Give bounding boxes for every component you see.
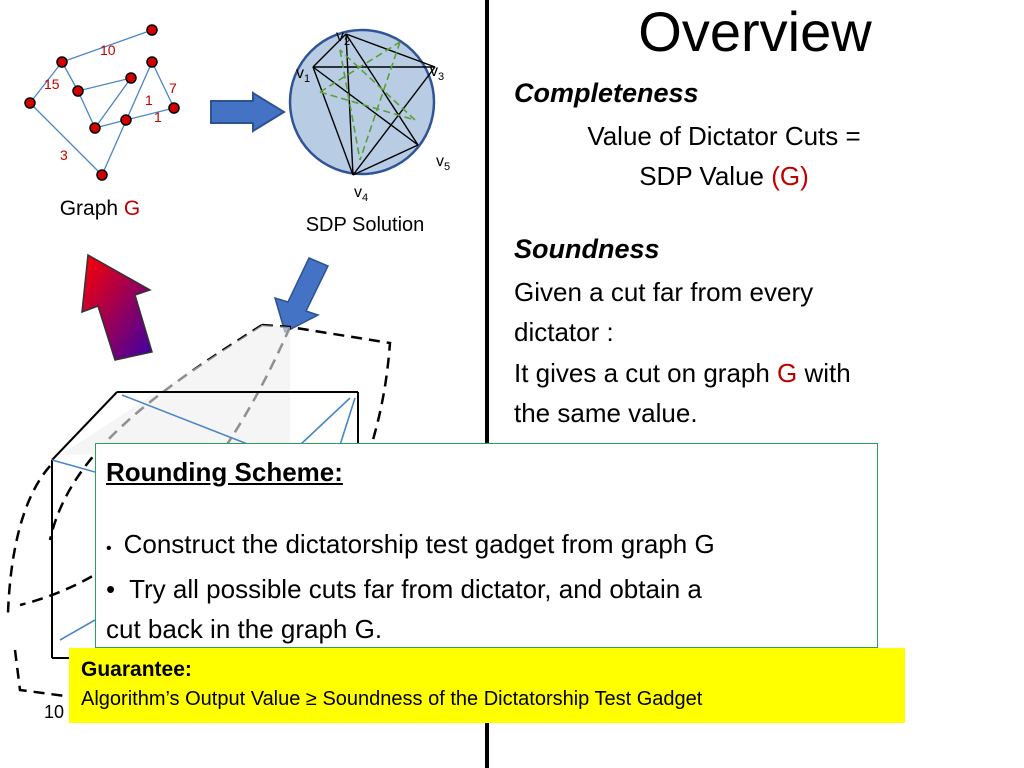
edge-weight-label: 1: [154, 109, 162, 125]
rounding-bullet-2: [106, 569, 867, 609]
vector-label-v3: $v_3$: [430, 63, 445, 83]
arrow-up-icon: [82, 255, 152, 360]
soundness-heading: Soundness: [514, 234, 660, 264]
graph-edge: [126, 108, 174, 120]
rounding-bullet-2-continuation: cut back in the graph G.: [106, 614, 383, 644]
soundness-line3-suffix: with: [797, 358, 851, 388]
soundness-line1: Given a cut far from every: [514, 277, 814, 307]
graph-node: [147, 57, 157, 67]
soundness-line3-text: It gives a cut on graph: [514, 358, 778, 388]
rounding-scheme-title: Rounding Scheme:: [106, 457, 343, 487]
rounding-scheme-box: [95, 443, 878, 648]
gadget-shaded-face: [60, 325, 290, 455]
graph-node: [25, 98, 35, 108]
edge-weight-label: 7: [169, 80, 177, 96]
graph-edge: [78, 91, 95, 128]
hidden-label-fragment: 10: [44, 702, 65, 722]
bullet-marker: •: [106, 540, 112, 557]
slide-title: Overview: [638, 0, 872, 63]
soundness-line4: the same value.: [514, 398, 698, 428]
graph-caption-text: Graph: [59, 197, 124, 220]
graph-node: [126, 73, 136, 83]
soundness-line3-g: G: [777, 358, 798, 388]
graph-node: [97, 170, 107, 180]
edge-weight-label: 10: [100, 42, 116, 58]
edge-weight-label: 15: [44, 76, 60, 92]
graph-node: [90, 123, 100, 133]
soundness-line3: [514, 353, 851, 393]
graph-node: [57, 57, 67, 67]
completeness-heading: Completeness: [514, 78, 699, 108]
sdp-caption: SDP Solution: [305, 214, 425, 236]
soundness-line2: dictator :: [514, 317, 614, 347]
rounding-bullet-2-text: Try all possible cuts far from dictator, and obtain a: [129, 574, 702, 604]
graph-caption-g: G: [123, 197, 141, 220]
rounding-bullet-1: [106, 524, 867, 569]
vector-label-v5: $v_5$: [436, 153, 451, 173]
guarantee-text: Algorithm’s Output Value ≥ Soundness of the Dictatorship Test Gadget: [81, 688, 703, 710]
sdp-sphere-diagram: [280, 20, 465, 220]
graph-node: [169, 103, 179, 113]
rounding-bullet-1-text: Construct the dictatorship test gadget from graph G: [123, 529, 715, 559]
edge-weight-label: 1: [145, 92, 153, 108]
completeness-line1: Value of Dictator Cuts =: [587, 121, 861, 151]
bullet-marker: •: [106, 574, 116, 604]
graph-caption: [40, 197, 160, 221]
completeness-line2-text: SDP Value: [639, 161, 772, 191]
arrow-right-icon: [208, 90, 288, 135]
graph-g-diagram: [15, 15, 195, 190]
graph-node: [147, 25, 157, 35]
graph-node: [121, 115, 131, 125]
completeness-line2-g: (G): [771, 161, 809, 191]
completeness-line2: [514, 156, 934, 196]
graph-node: [73, 86, 83, 96]
vector-label-v1: $v_1$: [296, 65, 311, 85]
vector-label-v2: $v_2$: [336, 28, 351, 48]
vector-label-v4: $v_4$: [354, 184, 369, 204]
graph-edge: [30, 103, 102, 175]
arrow-down-icon: [275, 258, 328, 332]
guarantee-title: Guarantee:: [81, 658, 192, 681]
guarantee-box: [69, 648, 905, 723]
edge-weight-label: 3: [60, 147, 68, 163]
